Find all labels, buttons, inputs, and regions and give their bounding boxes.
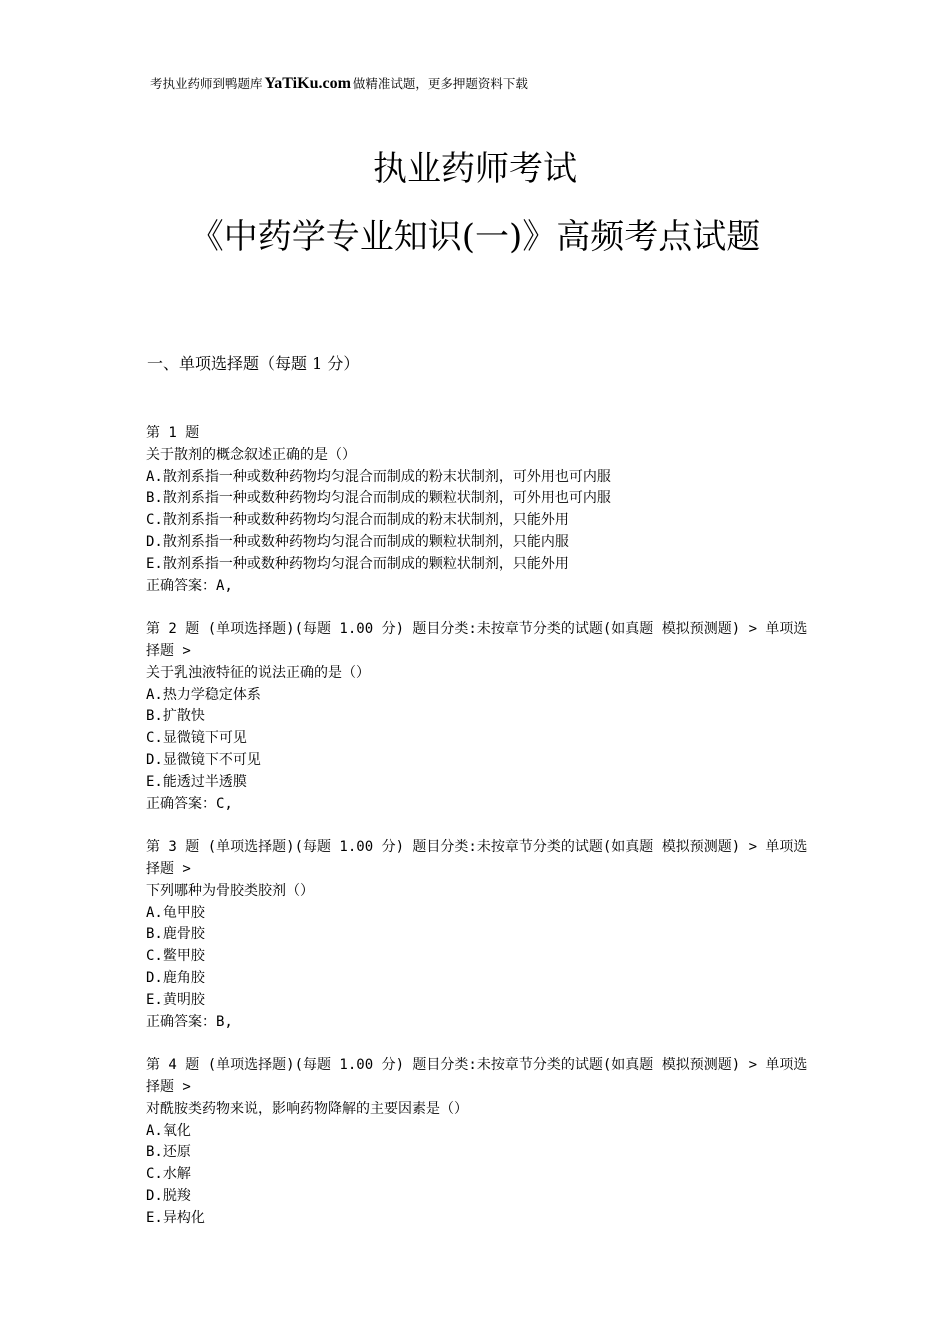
option-d: D.脱羧 <box>146 1187 191 1204</box>
option-b: B.还原 <box>146 1144 191 1161</box>
question-stem: 对酰胺类药物来说，影响药物降解的主要因素是（） <box>146 1100 468 1117</box>
option-a: A.散剂系指一种或数种药物均匀混合而制成的粉末状制剂，可外用也可内服 <box>146 468 611 485</box>
question-2 <box>146 619 816 815</box>
header-note <box>150 75 528 93</box>
option-a: A.氧化 <box>146 1122 191 1139</box>
question-list <box>146 423 816 1251</box>
option-b: B.散剂系指一种或数种药物均匀混合而制成的颗粒状制剂，可外用也可内服 <box>146 490 611 507</box>
option-c: C.显微镜下可见 <box>146 730 247 747</box>
option-e: E.异构化 <box>146 1209 205 1226</box>
page-subtitle: 《中药学专业知识(一)》高频考点试题 <box>189 217 761 257</box>
question-stem: 下列哪种为骨胶类胶剂（） <box>146 882 314 899</box>
answer: 正确答案：A, <box>146 577 233 594</box>
option-b: B.扩散快 <box>146 708 205 725</box>
section-heading: 一、单项选择题（每题 1 分） <box>147 354 360 373</box>
question-heading: 第 4 题 (单项选择题)(每题 1.00 分) 题目分类:未按章节分类的试题(如真题 模拟预测题) > 单项选择题 > <box>146 1057 808 1095</box>
option-a: A.龟甲胶 <box>146 904 205 921</box>
question-4 <box>146 1055 816 1229</box>
question-heading: 第 2 题 (单项选择题)(每题 1.00 分) 题目分类:未按章节分类的试题(如真题 模拟预测题) > 单项选择题 > <box>146 621 808 659</box>
option-b: B.鹿骨胶 <box>146 926 205 943</box>
option-c: C.水解 <box>146 1166 191 1183</box>
page-title: 执业药师考试 <box>373 149 577 189</box>
answer: 正确答案：C, <box>146 795 233 812</box>
option-e: E.散剂系指一种或数种药物均匀混合而制成的颗粒状制剂，只能外用 <box>146 555 569 572</box>
option-d: D.显微镜下不可见 <box>146 751 261 768</box>
question-3 <box>146 837 816 1033</box>
option-d: D.鹿角胶 <box>146 969 205 986</box>
option-a: A.热力学稳定体系 <box>146 686 261 703</box>
option-c: C.散剂系指一种或数种药物均匀混合而制成的粉末状制剂，只能外用 <box>146 512 569 529</box>
question-stem: 关于散剂的概念叙述正确的是（） <box>146 446 356 463</box>
header-prefix: 考执业药师到鸭题库 <box>150 76 263 91</box>
question-heading: 第 1 题 <box>146 425 200 441</box>
header-suffix: 做精准试题，更多押题资料下载 <box>352 76 528 91</box>
option-c: C.鳖甲胶 <box>146 948 205 965</box>
option-d: D.散剂系指一种或数种药物均匀混合而制成的颗粒状制剂，只能内服 <box>146 533 569 550</box>
question-1 <box>146 423 816 597</box>
option-e: E.黄明胶 <box>146 991 205 1008</box>
question-heading: 第 3 题 (单项选择题)(每题 1.00 分) 题目分类:未按章节分类的试题(如真题 模拟预测题) > 单项选择题 > <box>146 839 808 877</box>
question-stem: 关于乳浊液特征的说法正确的是（） <box>146 664 370 681</box>
header-brand[interactable]: YaTiKu.com <box>264 75 351 92</box>
answer: 正确答案：B, <box>146 1013 233 1030</box>
option-e: E.能透过半透膜 <box>146 773 247 790</box>
